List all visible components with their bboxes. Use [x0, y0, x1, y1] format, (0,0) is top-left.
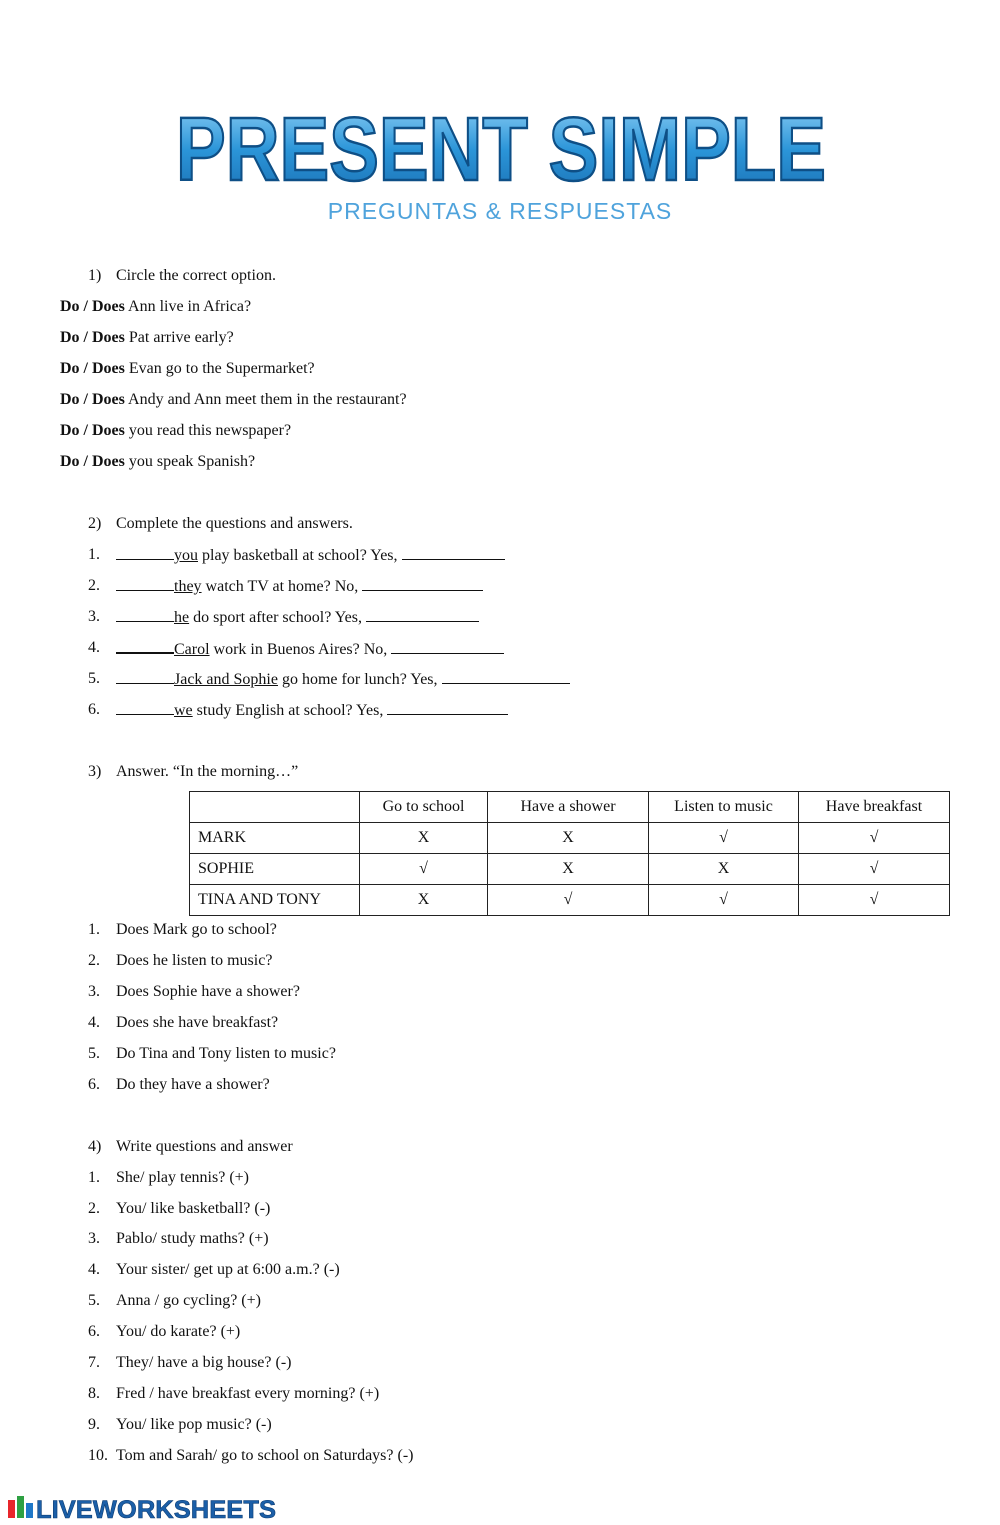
- table-row: [190, 823, 950, 854]
- s3-question-number: 4.: [88, 1014, 100, 1031]
- s1-item-5[interactable]: Do / Does you read this newspaper?: [60, 422, 292, 439]
- do-does-option[interactable]: Do / Does: [60, 453, 125, 470]
- present-simple-logo: [170, 100, 832, 200]
- table-row-label: TINA AND TONY: [190, 885, 360, 916]
- s4-item-number: 10.: [88, 1447, 108, 1464]
- table-header-cell: Have breakfast: [799, 792, 950, 823]
- section-3-instruction: Answer. “In the morning…”: [116, 763, 299, 780]
- answer-blank[interactable]: [362, 576, 483, 591]
- s4-item: You/ like pop music? (-): [116, 1416, 272, 1433]
- liveworksheets-icon: [8, 1496, 33, 1518]
- table-row: [190, 885, 950, 916]
- table-cell: √: [799, 885, 950, 916]
- section-2-number: 2): [88, 515, 102, 532]
- s4-item-number: 7.: [88, 1354, 100, 1371]
- s3-question: Do they have a shower?: [116, 1076, 270, 1093]
- s4-item: Fred / have breakfast every morning? (+): [116, 1385, 380, 1402]
- section-1-number: 1): [88, 267, 102, 284]
- s4-item: You/ like basketball? (-): [116, 1200, 271, 1217]
- liveworksheets-text: LIVEWORKSHEETS: [36, 1496, 276, 1524]
- s3-question: Do Tina and Tony listen to music?: [116, 1045, 336, 1062]
- s3-question-number: 1.: [88, 921, 100, 938]
- s4-item-number: 3.: [88, 1230, 100, 1247]
- s2-item-2: they watch TV at home? No,: [116, 576, 483, 597]
- table-cell: √: [649, 823, 799, 854]
- liveworksheets-logo: [4, 1491, 284, 1523]
- answer-blank[interactable]: [366, 607, 479, 622]
- do-does-option[interactable]: Do / Does: [60, 391, 125, 408]
- s4-item: Anna / go cycling? (+): [116, 1292, 261, 1309]
- s4-item: You/ do karate? (+): [116, 1323, 241, 1340]
- answer-blank[interactable]: [116, 607, 174, 622]
- table-row-label: SOPHIE: [190, 854, 360, 885]
- s4-item: Your sister/ get up at 6:00 a.m.? (-): [116, 1261, 340, 1278]
- table-header-cell: Have a shower: [488, 792, 649, 823]
- s2-item-3: he do sport after school? Yes,: [116, 607, 479, 628]
- answer-blank[interactable]: [402, 545, 505, 560]
- s3-question-number: 2.: [88, 952, 100, 969]
- do-does-option[interactable]: Do / Does: [60, 298, 125, 315]
- page-subtitle: PREGUNTAS & RESPUESTAS: [327, 198, 673, 224]
- s2-item-6: we study English at school? Yes,: [116, 700, 508, 721]
- s2-item-number: 3.: [88, 608, 100, 625]
- s2-item-5: Jack and Sophie go home for lunch? Yes,: [116, 669, 570, 690]
- morning-routine-table: [189, 791, 950, 916]
- s3-question: Does Mark go to school?: [116, 921, 277, 938]
- section-2-instruction: Complete the questions and answers.: [116, 515, 353, 532]
- s2-item-number: 5.: [88, 670, 100, 687]
- s4-item: They/ have a big house? (-): [116, 1354, 292, 1371]
- s4-item: Tom and Sarah/ go to school on Saturdays? (-): [116, 1447, 414, 1464]
- answer-blank[interactable]: [391, 639, 504, 654]
- section-1-instruction: Circle the correct option.: [116, 267, 276, 284]
- table-cell: X: [488, 854, 649, 885]
- s4-item-number: 4.: [88, 1261, 100, 1278]
- s2-item-1: you play basketball at school? Yes,: [116, 545, 505, 566]
- table-cell: √: [649, 885, 799, 916]
- answer-blank[interactable]: [116, 638, 174, 654]
- s2-item-number: 1.: [88, 546, 100, 563]
- table-row-label: MARK: [190, 823, 360, 854]
- s2-item-number: 2.: [88, 577, 100, 594]
- table-cell: √: [360, 854, 488, 885]
- s3-question: Does she have breakfast?: [116, 1014, 279, 1031]
- table-cell: X: [488, 823, 649, 854]
- answer-blank[interactable]: [116, 669, 174, 684]
- table-header-row: [190, 792, 950, 823]
- s3-question-number: 5.: [88, 1045, 100, 1062]
- s1-item-3[interactable]: Do / Does Evan go to the Supermarket?: [60, 360, 315, 377]
- s4-item-number: 9.: [88, 1416, 100, 1433]
- s2-item-number: 4.: [88, 639, 100, 656]
- table-header-cell: Listen to music: [649, 792, 799, 823]
- s1-item-1[interactable]: Do / Does Ann live in Africa?: [60, 298, 252, 315]
- section-3-number: 3): [88, 763, 102, 780]
- do-does-option[interactable]: Do / Does: [60, 329, 125, 346]
- s3-question: Does he listen to music?: [116, 952, 273, 969]
- answer-blank[interactable]: [387, 700, 508, 715]
- logo-text: PRESENT SIMPLE: [176, 100, 826, 200]
- s1-item-4[interactable]: Do / Does Andy and Ann meet them in the restaurant?: [60, 391, 407, 408]
- s4-item-number: 1.: [88, 1169, 100, 1186]
- table-cell: X: [360, 823, 488, 854]
- do-does-option[interactable]: Do / Does: [60, 360, 125, 377]
- answer-blank[interactable]: [116, 545, 174, 560]
- s4-item-number: 2.: [88, 1200, 100, 1217]
- table-header-cell: Go to school: [360, 792, 488, 823]
- table-cell: X: [360, 885, 488, 916]
- table-row: [190, 854, 950, 885]
- table-cell: √: [799, 823, 950, 854]
- table-cell: X: [649, 854, 799, 885]
- table-cell: √: [488, 885, 649, 916]
- s4-item-number: 8.: [88, 1385, 100, 1402]
- s4-item-number: 5.: [88, 1292, 100, 1309]
- section-4-instruction: Write questions and answer: [116, 1138, 293, 1155]
- s1-item-6[interactable]: Do / Does you speak Spanish?: [60, 453, 256, 470]
- s3-question-number: 6.: [88, 1076, 100, 1093]
- table-header-cell: [190, 792, 360, 823]
- answer-blank[interactable]: [116, 576, 174, 591]
- section-4-number: 4): [88, 1138, 102, 1155]
- s2-item-number: 6.: [88, 701, 100, 718]
- table-cell: √: [799, 854, 950, 885]
- answer-blank[interactable]: [442, 669, 570, 684]
- s4-item: Pablo/ study maths? (+): [116, 1230, 269, 1247]
- s3-question: Does Sophie have a shower?: [116, 983, 300, 1000]
- do-does-option[interactable]: Do / Does: [60, 422, 125, 439]
- s1-item-2[interactable]: Do / Does Pat arrive early?: [60, 329, 234, 346]
- s4-item: She/ play tennis? (+): [116, 1169, 249, 1186]
- answer-blank[interactable]: [116, 700, 174, 715]
- s3-question-number: 3.: [88, 983, 100, 1000]
- s2-item-4: Carol work in Buenos Aires? No,: [116, 638, 504, 660]
- s4-item-number: 6.: [88, 1323, 100, 1340]
